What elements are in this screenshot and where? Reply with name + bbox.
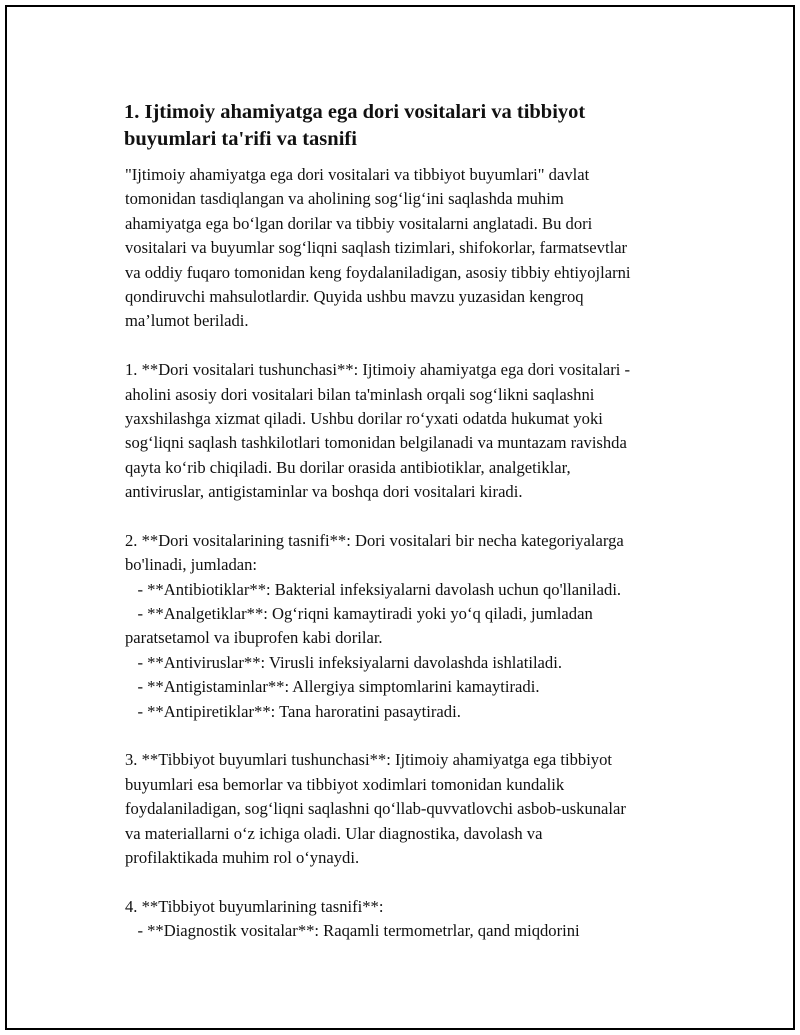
text-line: antiviruslar, antigistaminlar va boshqa dori vositalari kiradi. [125,482,523,502]
blank-line [125,504,699,528]
text-line: bo'linadi, jumladan: [125,555,258,575]
text-line: aholini asosiy dori vositalari bilan ta'minlash orqali sog‘likni saqlashni [125,384,595,404]
text-line: vositalari va buyumlar sog‘liqni saqlash tizimlari, shifokorlar, farmatsevtlar [125,238,628,258]
body-text [125,163,699,944]
blank-line [125,724,699,748]
text-line: ma’lumot beriladi. [125,311,249,331]
text-line: sog‘liqni saqlash tashkilotlari tomonidan belgilanadi va muntazam ravishda [125,433,627,453]
text-line: paratsetamol va ibuprofen kabi dorilar. [125,628,383,648]
text-line: - **Antiviruslar**: Virusli infeksiyalarni davolashda ishlatiladi. [125,652,562,672]
text-line: foydalaniladigan, sog‘liqni saqlashni qo‘llab-quvvatlovchi asbob-uskunalar [125,799,626,819]
blank-line [125,870,699,894]
text-line: ahamiyatga ega bo‘lgan dorilar va tibbiy vositalarni anglatadi. Bu dori [125,213,593,233]
text-line: 1. **Dori vositalari tushunchasi**: Ijtimoiy ahamiyatga ega dori vositalari - [125,360,631,380]
text-line: - **Analgetiklar**: Og‘riqni kamaytiradi yoki yo‘q qiladi, jumladan [125,604,593,624]
text-line: 4. **Tibbiyot buyumlarining tasnifi**: [125,896,384,916]
text-line: tomonidan tasdiqlangan va aholining sog‘lig‘ini saqlashda muhim [125,189,564,209]
text-line: 2. **Dori vositalarining tasnifi**: Dori vositalari bir necha kategoriyalarga [125,530,624,550]
text-line: va oddiy fuqaro tomonidan keng foydalaniladigan, asosiy tibbiy ehtiyojlarni [125,262,631,282]
document-content [119,99,699,944]
text-line: qayta ko‘rib chiqiladi. Bu dorilar orasida antibiotiklar, analgetiklar, [125,457,571,477]
text-line: va materiallarni o‘z ichiga oladi. Ular diagnostika, davolash va [125,823,543,843]
text-line: - **Antibiotiklar**: Bakterial infeksiyalarni davolash uchun qo'llaniladi. [125,579,622,599]
text-line: - **Antipiretiklar**: Tana haroratini pasaytiradi. [125,701,461,721]
text-line: "Ijtimoiy ahamiyatga ega dori vositalari va tibbiyot buyumlari" davlat [125,165,590,184]
blank-line [125,334,699,358]
text-line: buyumlari esa bemorlar va tibbiyot xodimlari tomonidan kundalik [125,774,565,794]
text-line: qondiruvchi mahsulotlardir. Quyida ushbu mavzu yuzasidan kengroq [125,286,584,306]
text-line: profilaktikada muhim rol o‘ynaydi. [125,847,360,867]
document-page [5,5,795,1030]
text-line: - **Antigistaminlar**: Allergiya simptomlarini kamaytiradi. [125,677,540,697]
text-line: - **Diagnostik vositalar**: Raqamli termometrlar, qand miqdorini [125,921,580,941]
section-heading: 1. Ijtimoiy ahamiyatga ega dori vositalari va tibbiyot buyumlari ta'rifi va tasnifi [124,101,586,150]
text-line: 3. **Tibbiyot buyumlari tushunchasi**: Ijtimoiy ahamiyatga ega tibbiyot [125,750,613,770]
text-line: yaxshilashga xizmat qiladi. Ushbu dorilar ro‘yxati odatda hukumat yoki [125,408,603,428]
